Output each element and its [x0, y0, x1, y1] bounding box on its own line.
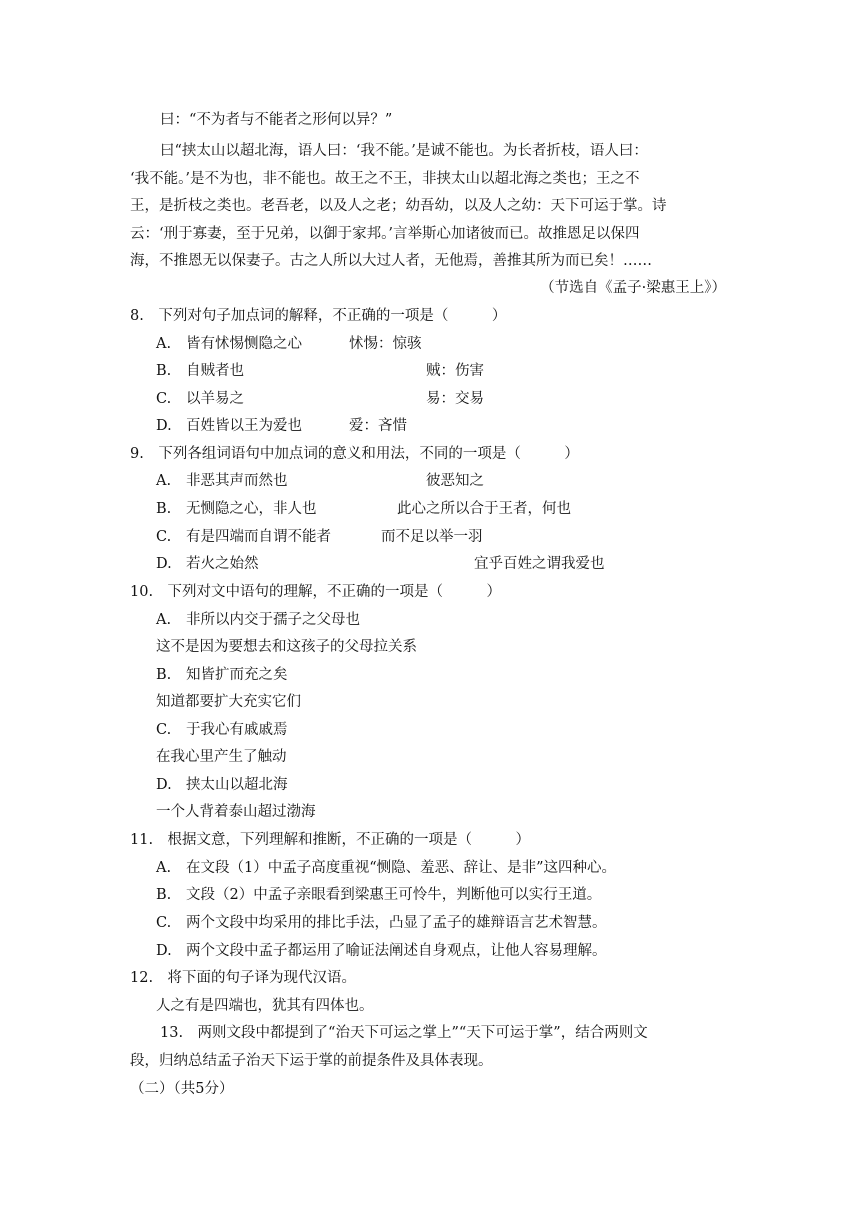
q10-option-explain: 这不是因为要想去和这孩子的父母拉关系 [156, 639, 417, 655]
q11-option-text: 在文段（1）中孟子高度重视“恻隐、羞恶、辞让、是非”这四种心。 [186, 860, 617, 876]
q9-stem: 9. 下列各组词语句中加点词的意义和用法，不同的一项是（ ） [130, 446, 579, 462]
q9-option-right: 彼恶知之 [426, 473, 484, 489]
q9-option-right: 宜乎百姓之谓我爱也 [474, 556, 605, 572]
q9-option-right: 而不足以举一羽 [381, 529, 483, 545]
q9-option-left: 无恻隐之心，非人也 [186, 501, 317, 517]
q11-stem: 11. 根据文意，下列理解和推断，不正确的一项是（ ） [130, 832, 531, 848]
passage-line-3: ‘我不能。’是不为也，非不能也。故王之不王，非挟太山以超北海之类也；王之不 [130, 171, 640, 187]
q10-option-sentence: 于我心有戚戚焉 [186, 722, 288, 738]
q8-option-letter: C. [156, 391, 172, 407]
q11-option-text: 文段（2）中孟子亲眼看到梁惠王可怜牛，判断他可以实行王道。 [186, 887, 602, 903]
q10-stem: 10. 下列对文中语句的理解，不正确的一项是（ ） [130, 584, 502, 600]
q12-sentence: 人之有是四端也，犹其有四体也。 [156, 998, 374, 1014]
q9-option-letter: A. [156, 473, 172, 489]
q9-option-letter: C. [156, 529, 172, 545]
q8-option-letter: B. [156, 363, 172, 379]
q8-option-gloss: 贼：伤害 [426, 363, 484, 379]
q10-option-letter: A. [156, 612, 172, 628]
q8-option-gloss: 爱：吝惜 [349, 418, 407, 434]
section-heading: （二）（共5分） [130, 1081, 234, 1097]
q11-option-text: 两个文段中均采用的排比手法，凸显了孟子的雄辩语言艺术智慧。 [186, 915, 607, 931]
q10-option-explain: 知道都要扩大充实它们 [156, 694, 301, 710]
q10-option-sentence: 知皆扩而充之矣 [186, 667, 288, 683]
q8-option-gloss: 怵惕：惊骇 [349, 336, 422, 352]
q9-option-left: 有是四端而自谓不能者 [186, 529, 331, 545]
q9-option-letter: D. [156, 556, 172, 572]
q8-option-sentence: 自贼者也 [186, 363, 244, 379]
q8-option-sentence: 皆有怵惕恻隐之心 [186, 336, 302, 352]
q8-stem: 8. 下列对句子加点词的解释，不正确的一项是（ ） [130, 308, 507, 324]
q11-option-letter: B. [156, 887, 172, 903]
q10-option-sentence: 挟太山以超北海 [186, 777, 288, 793]
q8-option-letter: A. [156, 336, 172, 352]
q10-option-explain: 在我心里产生了触动 [156, 749, 287, 765]
q13-line-1: 13. 两则文段中都提到了“治天下可运之掌上”“天下可运于掌”，结合两则文 [160, 1025, 648, 1041]
passage-line-6: 海，不推恩无以保妻子。古之人所以大过人者，无他焉，善推其所为而已矣！…… [130, 253, 652, 269]
q10-option-letter: D. [156, 777, 172, 793]
q13-line-2: 段，归纳总结孟子治天下运于掌的前提条件及具体表现。 [130, 1053, 493, 1069]
q8-option-gloss: 易：交易 [426, 391, 484, 407]
q9-option-right: 此心之所以合于王者，何也 [397, 501, 571, 517]
q11-option-letter: A. [156, 860, 172, 876]
q12-stem: 12. 将下面的句子译为现代汉语。 [130, 970, 357, 986]
q9-option-left: 若火之始然 [186, 556, 259, 572]
q11-option-text: 两个文段中孟子都运用了喻证法阐述自身观点，让他人容易理解。 [186, 943, 607, 959]
q11-option-letter: D. [156, 943, 172, 959]
passage-line-2: 曰“挟太山以超北海，语人曰：‘我不能。’是诚不能也。为长者折枝，语人曰： [160, 143, 648, 159]
passage-line-5: 云：‘刑于寡妻，至于兄弟，以御于家邦。’言举斯心加诸彼而已。故推恩足以保四 [130, 226, 640, 242]
q10-option-explain: 一个人背着泰山超过渤海 [156, 804, 316, 820]
q8-option-sentence: 百姓皆以王为爱也 [186, 418, 302, 434]
q9-option-left: 非恶其声而然也 [186, 473, 288, 489]
q8-option-letter: D. [156, 418, 172, 434]
q9-option-letter: B. [156, 501, 172, 517]
q8-option-sentence: 以羊易之 [186, 391, 244, 407]
q10-option-letter: B. [156, 667, 172, 683]
passage-source: （节选自《孟子·梁惠王上》） [540, 280, 726, 296]
q10-option-letter: C. [156, 722, 172, 738]
passage-line-1: 曰：“不为者与不能者之形何以异？” [160, 112, 393, 128]
q10-option-sentence: 非所以内交于孺子之父母也 [186, 612, 360, 628]
passage-line-4: 王，是折枝之类也。老吾老，以及人之老；幼吾幼，以及人之幼：天下可运于掌。诗 [130, 198, 667, 214]
q11-option-letter: C. [156, 915, 172, 931]
